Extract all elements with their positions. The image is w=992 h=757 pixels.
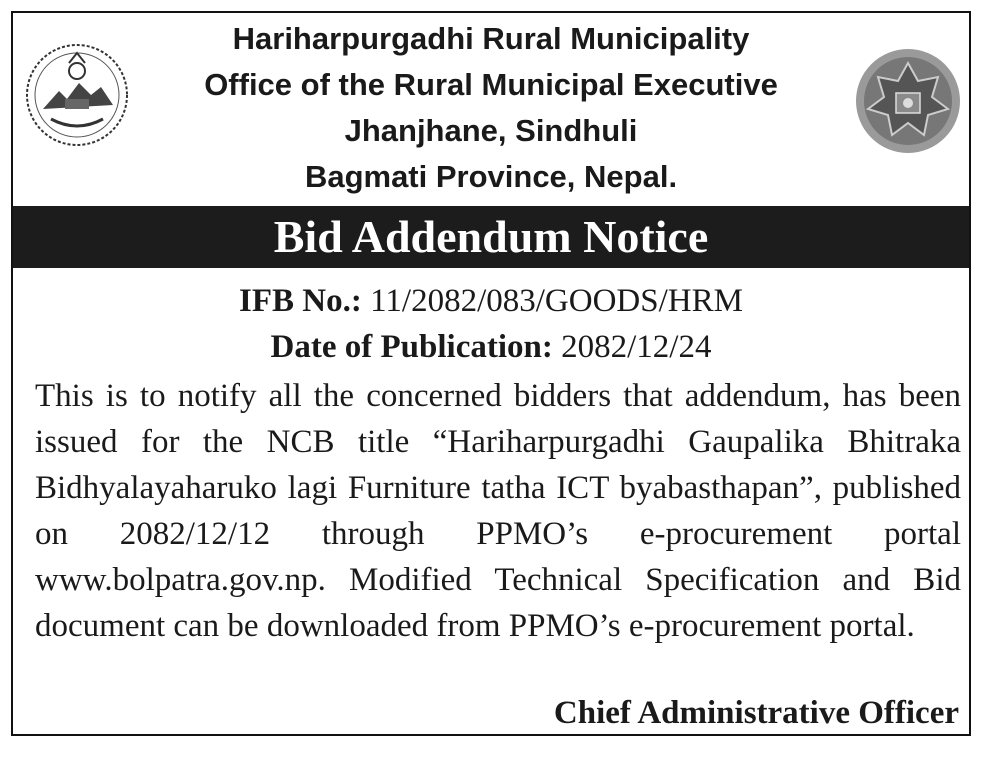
publication-date-label: Date of Publication: [270,329,553,365]
ifb-label: IFB No.: [239,283,362,319]
notice-title: Bid Addendum Notice [13,206,969,268]
notice-frame [11,11,971,736]
notice-body: This is to notify all the concerned bidders that addendum, has been issued for the NCB title “Hariharpurgadhi Gaupalika Bhitraka Bidhyalayaharuko lagi Furniture tatha ICT byabasthapan”, published on 2082/12/12 through PPMO’s e-procurement portal www.bolpatra.gov.np. Modified Technical Specification and Bid document can be downloaded from PPMO’s e-procurement portal. [35,378,961,644]
ifb-number-line [13,281,969,321]
office-location: Jhanjhane, Sindhuli [344,113,638,148]
publication-date-line [13,327,969,367]
province-country: Bagmati Province, Nepal. [304,159,678,194]
municipality-seal-icon [852,45,964,157]
ifb-value: 11/2082/083/GOODS/HRM [370,283,743,319]
notice-header [13,13,969,203]
municipality-name: Hariharpurgadhi Rural Municipality [232,21,750,56]
signatory: Chief Administrative Officer [553,695,959,731]
publication-date-value: 2082/12/24 [561,329,712,365]
office-name: Office of the Rural Municipal Executive [204,67,778,102]
